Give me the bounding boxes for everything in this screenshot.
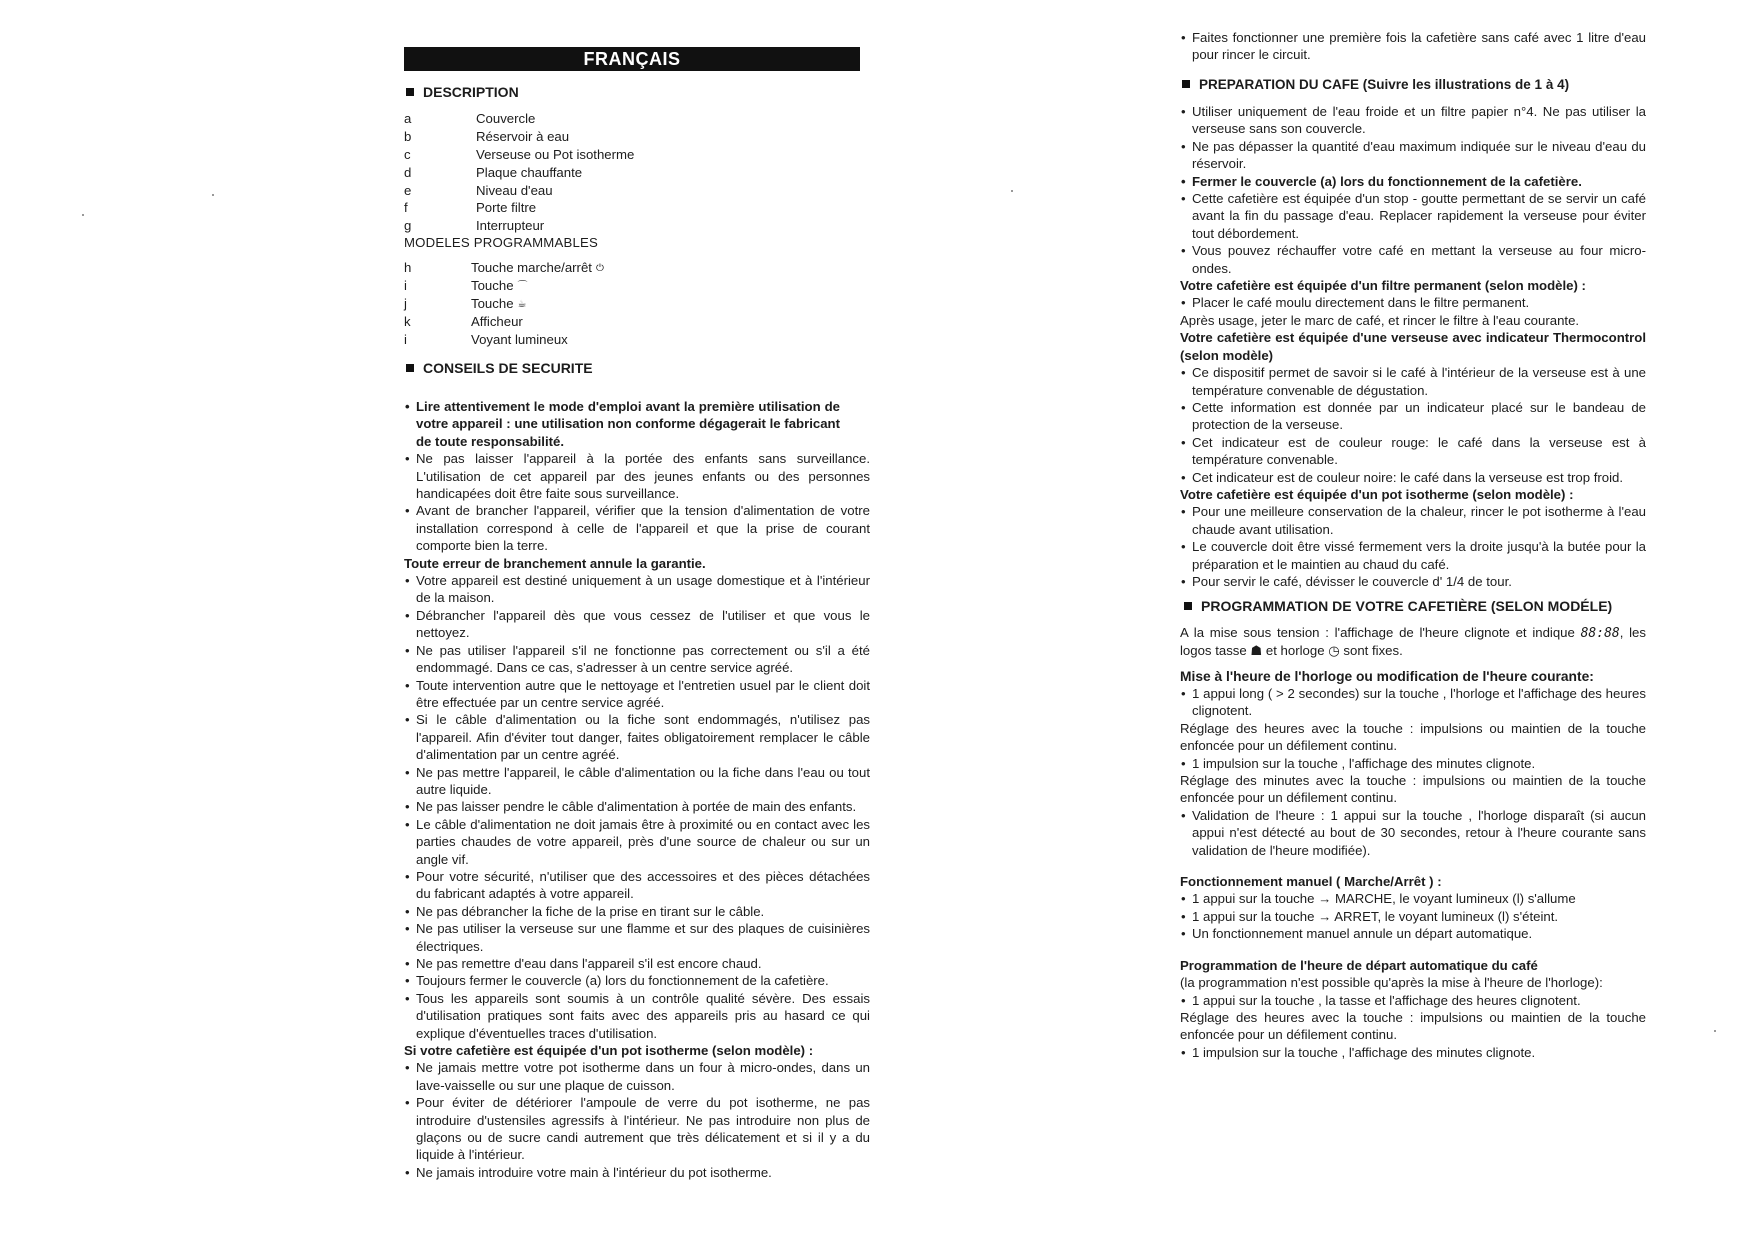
prep-item: • Utiliser uniquement de l'eau froide et un filtre papier n°4. Ne pas utiliser la verseuse sans son couvercle. (1180, 103, 1646, 138)
clock-step-1: • 1 appui long ( > 2 secondes) sur la touche , l'horloge et l'affichage des heures clignotent. (1180, 685, 1646, 720)
safety-item: • Toujours fermer le couvercle (a) lors du fonctionnement de la cafetière. (404, 972, 870, 989)
programmables-heading: MODELES PROGRAMMABLES (404, 235, 598, 250)
part-row (404, 110, 704, 128)
scan-speck (212, 194, 214, 196)
bullet-square-icon (1182, 80, 1190, 88)
bullet-square-icon (1184, 602, 1192, 610)
part-label: Plaque chauffante (476, 164, 583, 180)
clock-icon: ◷ (1328, 643, 1340, 659)
part-label: Interrupteur (476, 218, 545, 234)
safety-item: • Tous les appareils sont soumis à un contrôle qualité sévère. Des essais d'utilisation pratiques sont faits avec des appareils pris au hasard ce qui explique d'éventuelles traces d'utilisation. (404, 990, 870, 1042)
part-row (404, 331, 704, 349)
part-key: e (404, 182, 412, 198)
part-row (404, 164, 704, 182)
part-row (404, 128, 704, 146)
safety-list (404, 398, 870, 1181)
part-key: d (404, 164, 412, 180)
part-label: Porte filtre (476, 200, 537, 216)
part-row (404, 182, 704, 200)
safety-item: • Lire attentivement le mode d'emploi avant la première utilisation de votre appareil : une utilisation non conforme dégagerait le fabricant de toute responsabilité. (404, 398, 870, 450)
key-symbol-icon: ⏻ (595, 263, 604, 274)
part-key: f (404, 200, 408, 216)
clock-step-3: • 1 impulsion sur la touche , l'affichage des minutes clignote. (1180, 755, 1646, 772)
clock-step-5: • Validation de l'heure : 1 appui sur la touche , l'horloge disparaît (si aucun appui n'est détecté au bout de 30 secondes, retour à l'heure courante sans validation de l'heure modifiée). (1180, 807, 1646, 859)
part-label: Niveau d'eau (476, 182, 553, 198)
clock-step-2: Réglage des heures avec la touche : impulsions ou maintien de la touche enfoncée pour un défilement continu. (1180, 720, 1646, 754)
part-key: i (404, 331, 407, 347)
part-label: Touche marche/arrêt (471, 260, 592, 275)
safety-item: • Ne pas utiliser la verseuse sur une flamme et sur des plaques de cuisinières électriques. (404, 920, 870, 955)
thermo-item: • Cet indicateur est de couleur rouge: le café dans la verseuse est à température convenable. (1180, 434, 1646, 469)
safety-heading: CONSEILS DE SECURITE (406, 360, 593, 377)
safety-item: • Ne pas remettre d'eau dans l'appareil s'il est encore chaud. (404, 955, 870, 972)
scan-speck (1714, 1030, 1716, 1032)
safety-subheading: Si votre cafetière est équipée d'un pot isotherme (selon modèle) : (404, 1043, 814, 1059)
part-row (404, 199, 704, 217)
auto-step-2: Réglage des heures avec la touche : impulsions ou maintien de la touche enfoncée pour un défilement continu. (1180, 1009, 1646, 1043)
prog-intro: A la mise sous tension : l'affichage de l'heure clignote et indique 88:88, les logos tasse ☗ et horloge ◷ sont fixes. (1180, 624, 1646, 659)
part-row (404, 295, 704, 313)
pot-heading: Votre cafetière est équipée d'un pot isotherme (selon modèle) : (1180, 486, 1574, 502)
auto-intro: (la programmation n'est possible qu'après la mise à l'heure de l'horloge): (1180, 975, 1603, 991)
filter-heading: Votre cafetière est équipée d'un filtre permanent (selon modèle) : (1180, 278, 1586, 294)
part-row (404, 259, 704, 277)
clock-step-4: Réglage des minutes avec la touche : impulsions ou maintien de la touche enfoncée pour un défilement continu. (1180, 773, 1646, 806)
language-banner: FRANÇAIS (404, 47, 860, 71)
safety-item: • Ne pas laisser l'appareil à la portée des enfants sans surveillance. L'utilisation de cet appareil par des jeunes enfants ou des personnes handicapées doit être faite sous surveillance. (404, 450, 870, 502)
part-label: Voyant lumineux (471, 331, 568, 347)
filter-bullet: • Placer le café moulu directement dans le filtre permanent. (1180, 294, 1646, 311)
description-heading: DESCRIPTION (406, 84, 519, 101)
part-label: Afficheur (471, 313, 523, 329)
scan-speck (82, 214, 84, 216)
safety-item: • Le câble d'alimentation ne doit jamais être à proximité ou en contact avec les parties chaudes de votre appareil, près d'une source de chaleur ou sur un angle vif. (404, 816, 870, 868)
auto-step-3: • 1 impulsion sur la touche , l'affichage des minutes clignote. (1180, 1044, 1646, 1061)
safety-subheading: Toute erreur de branchement annule la garantie. (404, 555, 706, 571)
part-key: c (404, 146, 411, 162)
thermo-item: • Cet indicateur est de couleur noire: le café dans la verseuse est trop froid. (1180, 469, 1646, 486)
part-key: i (404, 277, 407, 293)
part-label: Touche (471, 295, 514, 311)
thermo-item: • Cette information est donnée par un indicateur placé sur le bandeau de protection de la verseuse. (1180, 399, 1646, 434)
prog-heading: PROGRAMMATION DE VOTRE CAFETIÈRE (SELON MODÉLE) (1184, 598, 1650, 615)
safety-item: • Débrancher l'appareil dès que vous cessez de l'utiliser et que vous le nettoyez. (404, 607, 870, 642)
filter-after: Après usage, jeter le marc de café, et rincer le filtre à l'eau courante. (1180, 312, 1580, 328)
programmable-parts-list (404, 259, 704, 348)
safety-item: • Ne jamais introduire votre main à l'intérieur du pot isotherme. (404, 1164, 870, 1181)
part-key: h (404, 260, 412, 275)
intro-text: • Faites fonctionner une première fois la cafetière sans café avec 1 litre d'eau pour rincer le circuit. (1180, 29, 1646, 64)
parts-list (404, 110, 704, 235)
auto-step-1: • 1 appui sur la touche , la tasse et l'affichage des heures clignotent. (1180, 992, 1646, 1009)
safety-item: • Ne jamais mettre votre pot isotherme dans un four à micro-ondes, dans un lave-vaisselle ou sur une plaque de cuisson. (404, 1059, 870, 1094)
pot-item: • Pour servir le café, dévisser le couvercle d' 1/4 de tour. (1180, 573, 1646, 590)
safety-item: • Pour éviter de détériorer l'ampoule de verre du pot isotherme, ne pas introduire d'ustensiles agressifs à l'intérieur. Ne pas introduire non plus de glaçons ou de sucre candi autrement que très délicatement et si il y a du liquide à l'intérieur. (404, 1094, 870, 1164)
part-label: Couvercle (476, 111, 536, 126)
safety-item: • Ne pas débrancher la fiche de la prise en tirant sur le câble. (404, 903, 870, 920)
part-row (404, 313, 704, 331)
cup-icon: ☗ (1250, 643, 1263, 659)
bullet-square-icon (406, 364, 414, 372)
bullet-square-icon (406, 88, 414, 96)
prep-item: • Fermer le couvercle (a) lors du fonctionnement de la cafetière. (1180, 173, 1646, 190)
part-key: g (404, 218, 412, 234)
safety-item: • Si le câble d'alimentation ou la fiche sont endommagés, n'utilisez pas l'appareil. Afin d'éviter tout danger, faites obligatoirement remplacer le câble d'alimentation par un centre agréé. (404, 711, 870, 763)
part-row (404, 217, 704, 235)
part-label: Verseuse ou Pot isotherme (476, 146, 635, 162)
right-flow (1180, 103, 1646, 1061)
prep-item: • Cette cafetière est équipée d'un stop - goutte permettant de se servir un café avant la fin du passage d'eau. Replacer rapidement la verseuse pour éviter tout débordement. (1180, 190, 1646, 242)
prep-item: • Vous pouvez réchauffer votre café en mettant la verseuse au four micro-ondes. (1180, 242, 1646, 277)
key-symbol-icon: ☕ (517, 298, 527, 310)
safety-item: • Toute intervention autre que le nettoyage et l'entretien usuel par le client doit être effectuée par un centre service agréé. (404, 677, 870, 712)
manual-step-1: • 1 appui sur la touche → MARCHE, le voyant lumineux (l) s'allume (1180, 890, 1646, 907)
pot-list (1180, 503, 1646, 590)
part-key: b (404, 128, 412, 144)
part-label: Réservoir à eau (476, 128, 570, 144)
part-key: k (404, 313, 411, 329)
thermo-heading: Votre cafetière est équipée d'une verseuse avec indicateur Thermocontrol (selon modèle) (1180, 330, 1646, 363)
prep-list (1180, 103, 1646, 277)
part-key: j (404, 295, 407, 311)
safety-item: • Pour votre sécurité, n'utiliser que des accessoires et des pièces détachées du fabricant adaptés à votre appareil. (404, 868, 870, 903)
part-row (404, 146, 704, 164)
safety-item: • Ne pas mettre l'appareil, le câble d'alimentation ou la fiche dans l'eau ou tout autre liquide. (404, 764, 870, 799)
safety-item: • Ne pas laisser pendre le câble d'alimentation à portée de main des enfants. (404, 798, 870, 815)
prep-heading: PREPARATION DU CAFE (Suivre les illustrations de 1 à 4) (1182, 76, 1569, 93)
manual-heading: Fonctionnement manuel ( Marche/Arrêt ) : (1180, 874, 1442, 890)
display-digits: 88:88 (1580, 625, 1620, 641)
part-row (404, 277, 704, 295)
key-symbol-icon: ⌒ (517, 280, 528, 292)
thermo-item: • Ce dispositif permet de savoir si le café à l'intérieur de la verseuse est à une température convenable de dégustation. (1180, 364, 1646, 399)
pot-item: • Pour une meilleure conservation de la chaleur, rincer le pot isotherme à l'eau chaude avant utilisation. (1180, 503, 1646, 538)
scan-speck (1011, 190, 1013, 192)
thermo-list (1180, 364, 1646, 486)
intro-block (1180, 29, 1646, 64)
manual-step-3: • Un fonctionnement manuel annule un départ automatique. (1180, 925, 1646, 942)
pot-item: • Le couvercle doit être vissé fermement vers la droite jusqu'à la butée pour la préparation et le maintien au chaud du café. (1180, 538, 1646, 573)
safety-item: • Votre appareil est destiné uniquement à un usage domestique et à l'intérieur de la maison. (404, 572, 870, 607)
manual-step-2: • 1 appui sur la touche → ARRET, le voyant lumineux (l) s'éteint. (1180, 908, 1646, 925)
clock-heading: Mise à l'heure de l'horloge ou modification de l'heure courante: (1180, 668, 1594, 684)
safety-item: • Ne pas utiliser l'appareil s'il ne fonctionne pas correctement ou s'il a été endommagé. Dans ce cas, s'adresser à un centre service agréé. (404, 642, 870, 677)
part-key: a (404, 111, 412, 126)
part-label: Touche (471, 277, 514, 293)
prep-item: • Ne pas dépasser la quantité d'eau maximum indiquée sur le niveau d'eau du réservoir. (1180, 138, 1646, 173)
auto-heading: Programmation de l'heure de départ automatique du café (1180, 957, 1538, 973)
safety-item: • Avant de brancher l'appareil, vérifier que la tension d'alimentation de votre installation correspond à celle de l'appareil et que la prise de courant comporte bien la terre. (404, 502, 870, 554)
